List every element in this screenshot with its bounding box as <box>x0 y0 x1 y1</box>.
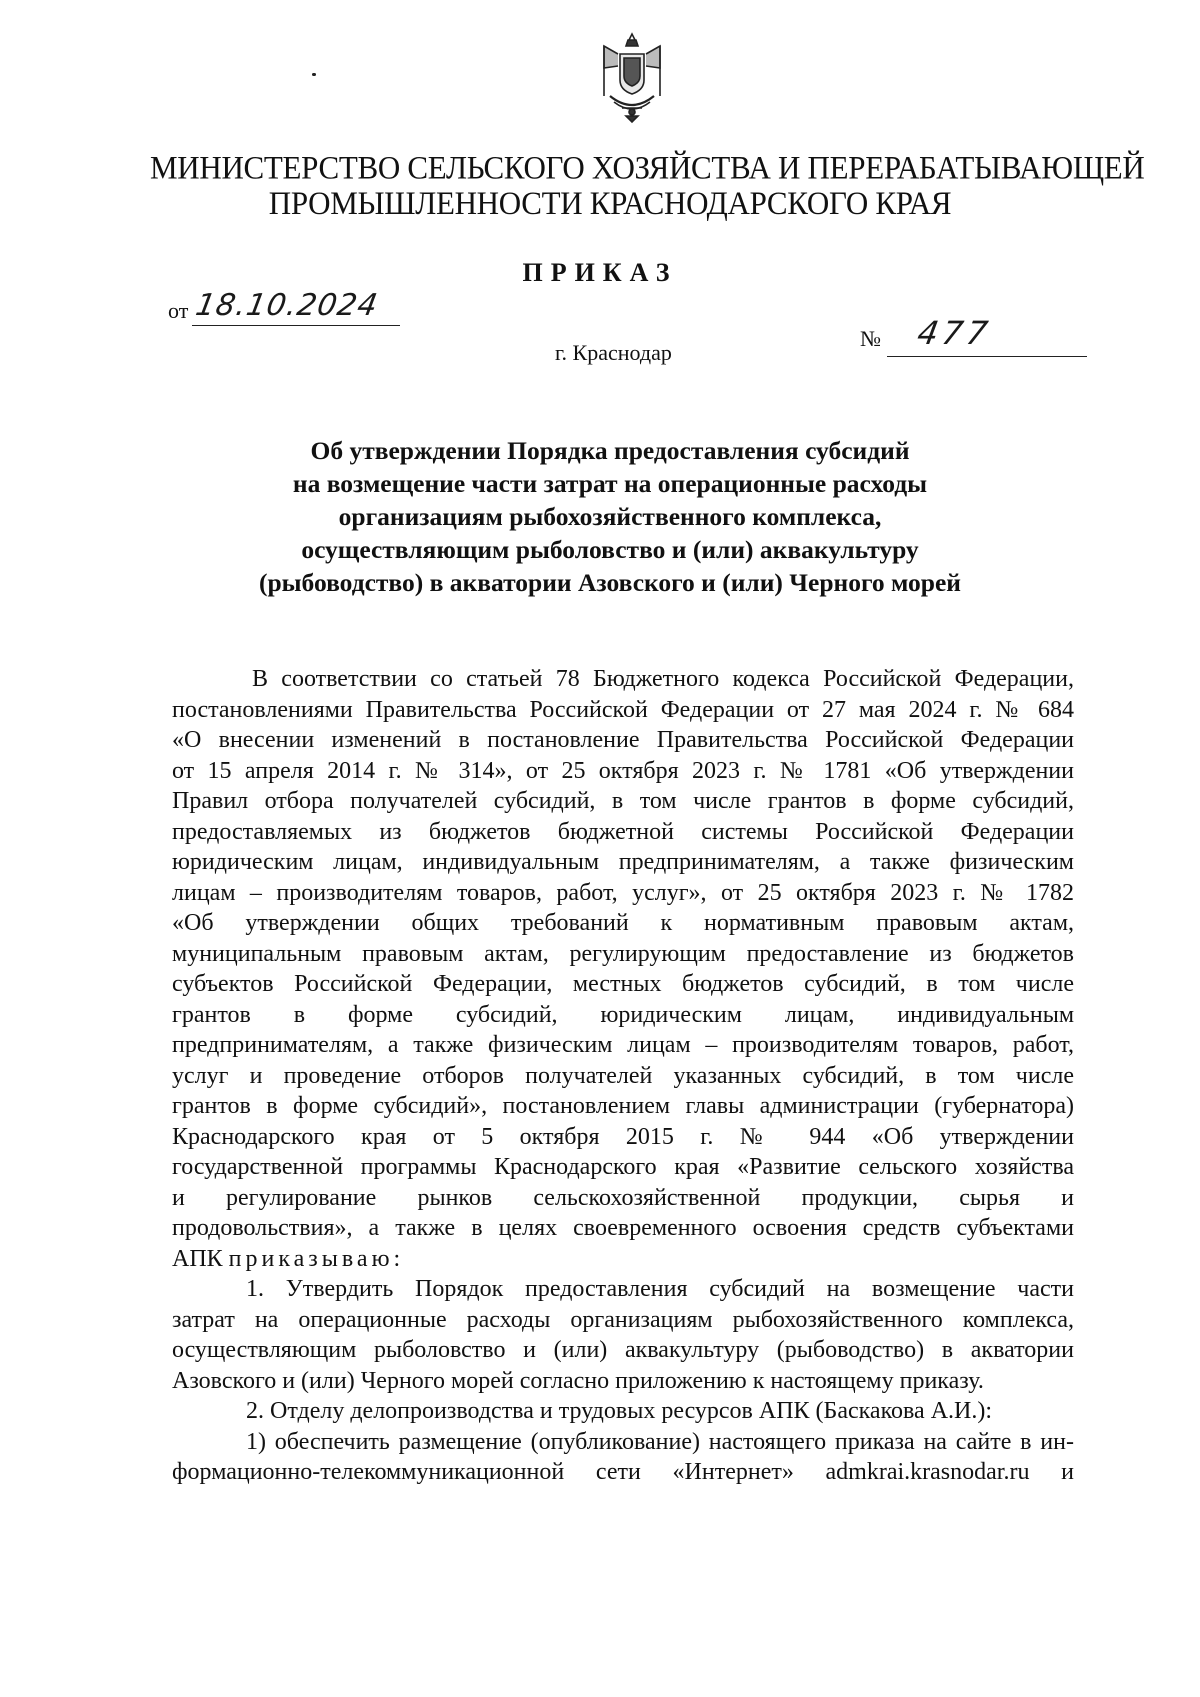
order-body <box>172 664 1074 1488</box>
body-line: «Об утверждении общих требований к нормативным правовым актам, <box>172 910 1074 936</box>
body-line: от 15 апреля 2014 г. № 314», от 25 октября 2023 г. № 1781 «Об утверждении <box>172 757 1074 784</box>
order-subject-title <box>190 434 1030 599</box>
body-line: продовольствия», а также в целях своевременного освоения средств субъектами <box>172 1215 1074 1241</box>
body-line: грантов в форме субсидий», постановлением главы администрации (губернатора) <box>172 1093 1074 1119</box>
item-1-line: осуществляющим рыболовство и (или) аквакультуру (рыбоводство) в акватории <box>172 1337 1074 1363</box>
preamble-end: АПК <box>172 1245 223 1272</box>
subject-line: на возмещение части затрат на операционные расходы <box>292 469 928 498</box>
body-line: Краснодарского края от 5 октября 2015 г. № 944 «Об утверждении <box>172 1123 1074 1150</box>
item-1-line: 1. Утвердить Порядок предоставления субсидий на возмещение части <box>246 1276 1074 1302</box>
order-word: приказываю: <box>228 1245 405 1272</box>
handwritten-date: 18.10.2024 <box>192 288 381 323</box>
body-line: юридическим лицам, индивидуальным предпринимателям, а также физическим <box>172 849 1074 875</box>
body-line: предоставляемых из бюджетов бюджетной системы Российской Федерации <box>172 818 1074 845</box>
ministry-name-line: МИНИСТЕРСТВО СЕЛЬСКОГО ХОЗЯЙСТВА И ПЕРЕРАБАТЫВАЮЩЕЙ <box>150 148 1145 186</box>
ministry-name <box>150 148 1145 222</box>
body-line: и регулирование рынков сельскохозяйственной продукции, сырья и <box>172 1184 1074 1211</box>
number-underline <box>887 356 1087 357</box>
item-2-1-line: 1) обеспечить размещение (опубликование) настоящего приказа на сайте в ин- <box>246 1428 1074 1455</box>
handwritten-number: 477 <box>914 314 995 352</box>
body-line-order <box>172 1244 1074 1275</box>
item-2-line: 2. Отделу делопроизводства и трудовых ресурсов АПК (Баскакова А.И.): <box>246 1398 993 1424</box>
body-line: услуг и проведение отборов получателей указанных субсидий, в том числе <box>172 1062 1074 1089</box>
number-prefix: № <box>860 326 881 351</box>
body-line: постановлениями Правительства Российской Федерации от 27 мая 2024 г. № 684 <box>172 696 1074 723</box>
date-underline <box>192 325 400 326</box>
subject-line: осуществляющим рыболовство и (или) аквакультуру <box>301 535 919 564</box>
coat-of-arms-icon <box>596 32 668 124</box>
body-line: государственной программы Краснодарского края «Развитие сельского хозяйства <box>172 1154 1074 1180</box>
item-1-line: затрат на операционные расходы организациям рыбохозяйственного комплекса, <box>172 1306 1074 1333</box>
subject-line: Об утверждении Порядка предоставления субсидий <box>310 436 910 465</box>
document-type-title: ПРИКАЗ <box>522 258 678 287</box>
subject-line: (рыбоводство) в акватории Азовского и (или) Черного морей <box>258 568 962 597</box>
body-line: муниципальным правовым актам, регулирующим предоставление из бюджетов <box>172 940 1074 967</box>
body-line: Правил отбора получателей субсидий, в том числе грантов в форме субсидий, <box>172 788 1074 814</box>
date-prefix: от <box>168 298 189 323</box>
subject-line: организациям рыбохозяйственного комплекса, <box>338 502 882 531</box>
city-label: г. Краснодар <box>555 340 672 365</box>
body-line: грантов в форме субсидий, юридическим лицам, индивидуальным <box>172 1001 1074 1028</box>
ministry-name-line: ПРОМЫШЛЕННОСТИ КРАСНОДАРСКОГО КРАЯ <box>268 184 952 222</box>
body-line: «О внесении изменений в постановление Правительства Российской Федерации <box>172 727 1074 753</box>
body-line: лицам – производителям товаров, работ, услуг», от 25 октября 2023 г. № 1782 <box>172 879 1074 906</box>
body-line: В соответствии со статьей 78 Бюджетного кодекса Российской Федерации, <box>252 666 1074 692</box>
body-line: предпринимателям, а также физическим лицам – производителям товаров, работ, <box>172 1032 1074 1058</box>
body-line: субъектов Российской Федерации, местных бюджетов субсидий, в том числе <box>172 971 1074 997</box>
item-2-1-line: формационно-телекоммуникационной сети «Интернет» admkrai.krasnodar.ru и <box>172 1459 1074 1485</box>
item-1-line: Азовского и (или) Черного морей согласно приложению к настоящему приказу. <box>172 1367 984 1394</box>
scan-speck <box>312 73 316 76</box>
